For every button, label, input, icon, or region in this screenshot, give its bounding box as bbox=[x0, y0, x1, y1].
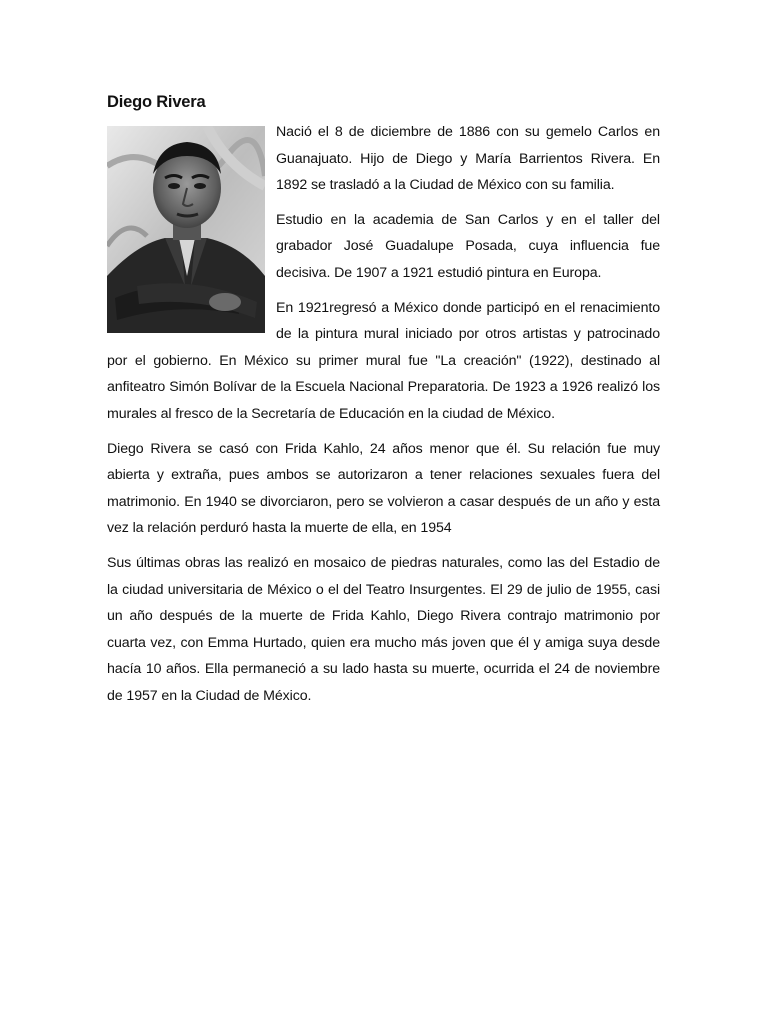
portrait-photo bbox=[107, 126, 265, 333]
paragraph-birth: Nació el 8 de diciembre de 1886 con su gemelo Carlos en Guanajuato. Hijo de Diego y María Barrientos Rivera. En 1892 se trasladó a la Ciudad de México con su familia. bbox=[276, 124, 660, 194]
document-page bbox=[107, 92, 660, 717]
paragraph-mural: En 1921regresó a México donde participó en el renacimiento de la pintura mural iniciado por otros artistas y patrocinado por el gobierno. En México su primer mural fue "La creación" (1922), destinado al anfiteatro Simón Bolívar de la Escuela Nacional Preparatoria. De 1923 a 1926 realizó los murales al fresco de la Secretaría de Educación en la ciudad de México. bbox=[107, 299, 660, 422]
paragraph-last-works: Sus últimas obras las realizó en mosaico de piedras naturales, como las del Estadio de la ciudad universitaria de México o el del Teatro Insurgentes. El 29 de julio de 1955, casi un año después de la muerte de Frida Kahlo, Diego Rivera contrajo matrimonio por cuarta vez, con Emma Hurtado, quien era mucho más joven que él y amiga suya desde hacía 10 años. Ella permaneció a su lado hasta su muerte, ocurrida el 24 de noviembre de 1957 en la Ciudad de México. bbox=[107, 554, 660, 704]
paragraph-frida-kahlo: Diego Rivera se casó con Frida Kahlo, 24 años menor que él. Su relación fue muy abierta y extraña, pues ambos se autorizaron a tener relaciones sexuales fuera del matrimonio. En 1940 se divorciaron, pero se volvieron a casar después de un año y esta vez la relación perduró hasta la muerte de ella, en 1954 bbox=[107, 440, 660, 537]
paragraph-studies: Estudio en la academia de San Carlos y en el taller del grabador José Guadalupe Posada, cuya influencia fue decisiva. De 1907 a 1921 estudió pintura en Europa. bbox=[276, 211, 660, 281]
document-title: Diego Rivera bbox=[107, 93, 206, 111]
